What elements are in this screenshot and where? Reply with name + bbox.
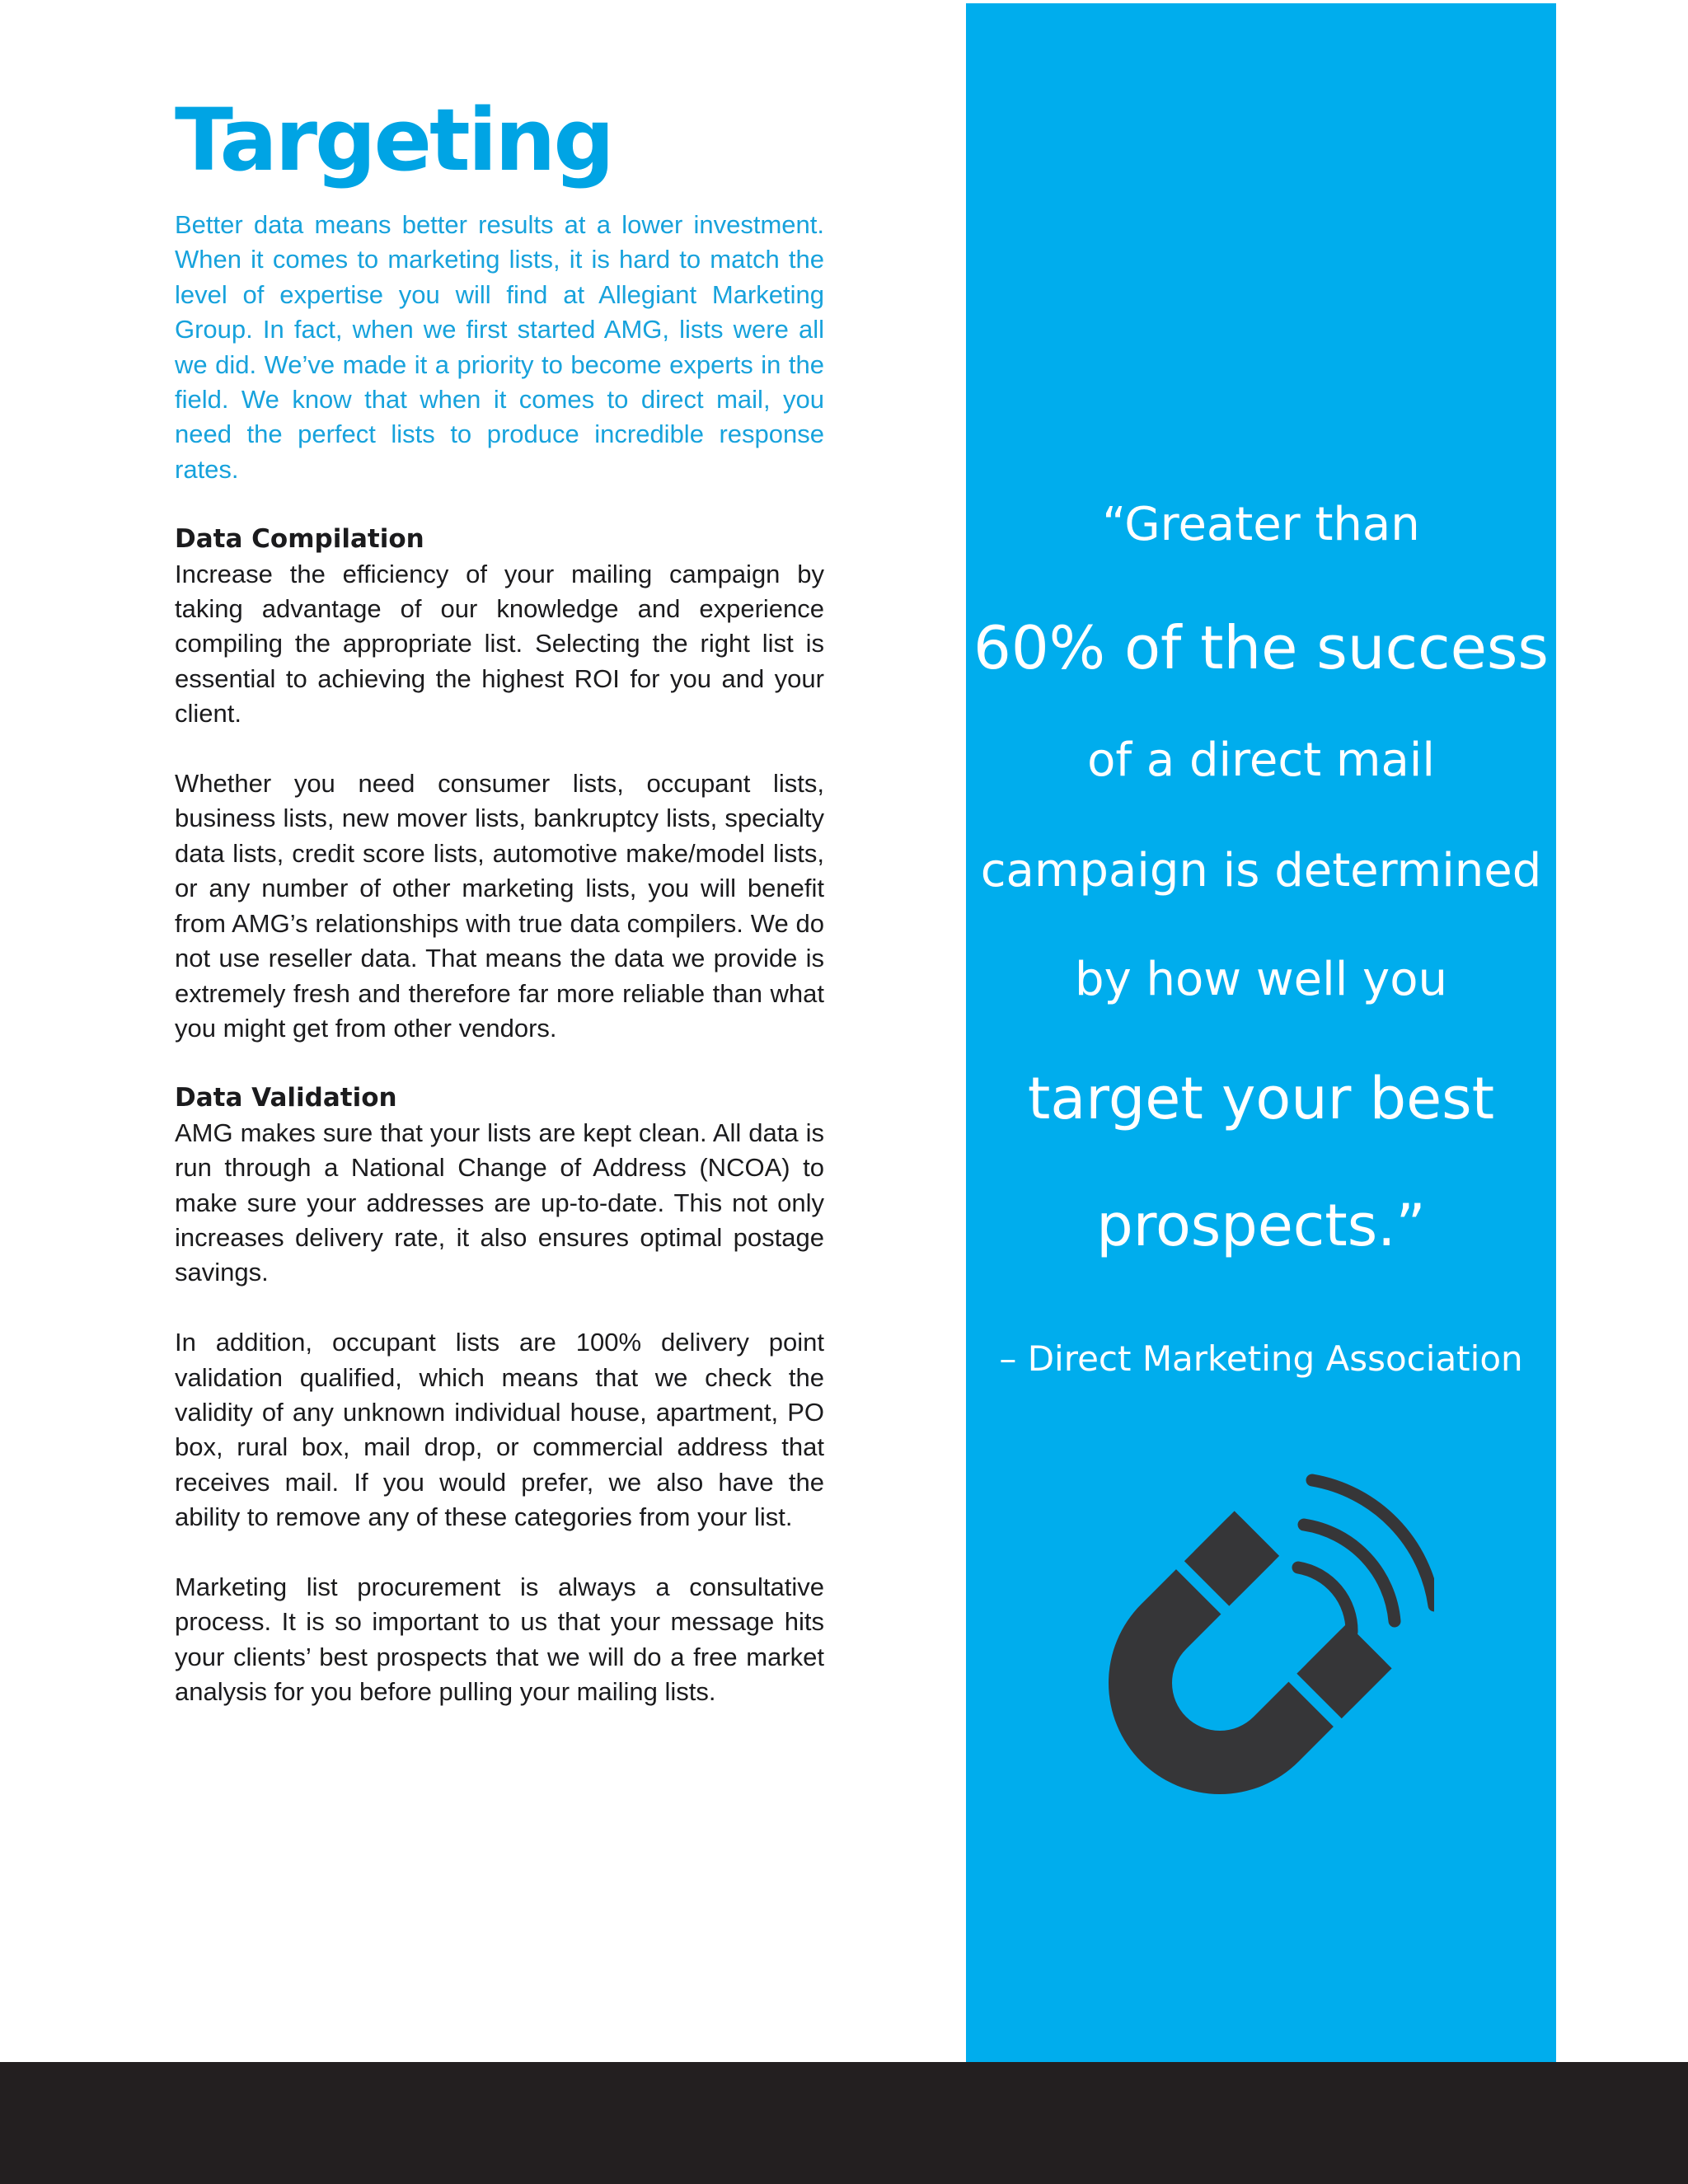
quote-line-5: by how well you — [1075, 953, 1447, 1006]
quote-line-2: 60% of the success — [973, 613, 1549, 682]
data-validation-paragraph-2: In addition, occupant lists are 100% delivery point validation qualified, which means that we check the validity of any unknown individual house, apartment, PO box, rural box, mail drop, or commercial address that receives mail. If you would prefer, we also have the ability to remove any of these categories from your list. — [175, 1328, 824, 1532]
quote-line-1: “Greater than — [1102, 498, 1420, 551]
quote-line-3: of a direct mail — [1087, 733, 1435, 787]
section-heading-data-validation: Data Validation — [175, 1083, 397, 1113]
quote-line-4: campaign is determined — [980, 844, 1542, 898]
section-heading-data-compilation: Data Compilation — [175, 524, 424, 555]
quote-line-7: prospects.” — [1096, 1192, 1426, 1259]
data-compilation-paragraph-1: Increase the efficiency of your mailing campaign by taking advantage of our knowledge and experience compiling the appropriate list. Selecting the right list is essential to achieving the highest ROI for you and your client. — [175, 559, 824, 729]
page-title: Targeting — [175, 90, 612, 190]
quote-attribution: – Direct Marketing Association — [999, 1338, 1523, 1379]
main-content — [175, 91, 824, 1710]
magnet-icon — [1088, 1444, 1434, 1807]
footer-bar — [0, 2062, 1688, 2184]
data-compilation-paragraph-2: Whether you need consumer lists, occupant lists, business lists, new mover lists, bankruptcy lists, specialty data lists, credit score lists, automotive make/model lists, or any number of other marketing lists, you will benefit from AMG’s relationships with true data compilers. We do not use reseller data. That means the data we provide is extremely fresh and therefore far more reliable than what you might get from other vendors. — [175, 769, 824, 1043]
data-validation-paragraph-1: AMG makes sure that your lists are kept clean. All data is run through a National Change of Address (NCOA) to make sure your addresses are up-to-date. This not only increases delivery rate, it also ensures optimal postage savings. — [175, 1118, 824, 1287]
intro-paragraph: Better data means better results at a lower investment. When it comes to marketing lists, it is hard to match the level of expertise you will find at Allegiant Marketing Group. In fact, when we first started AMG, lists were all we did. We’ve made it a priority to become experts in the field. We know that when it comes to direct mail, you need the perfect lists to produce incredible response rates. — [175, 210, 824, 484]
quote-panel — [966, 3, 1556, 2062]
quote-line-6: target your best — [1027, 1065, 1495, 1132]
data-validation-paragraph-3: Marketing list procurement is always a consultative process. It is so important to us that your message hits your clients’ best prospects that we will do a free market analysis for you before pulling your mailing lists. — [175, 1572, 824, 1707]
